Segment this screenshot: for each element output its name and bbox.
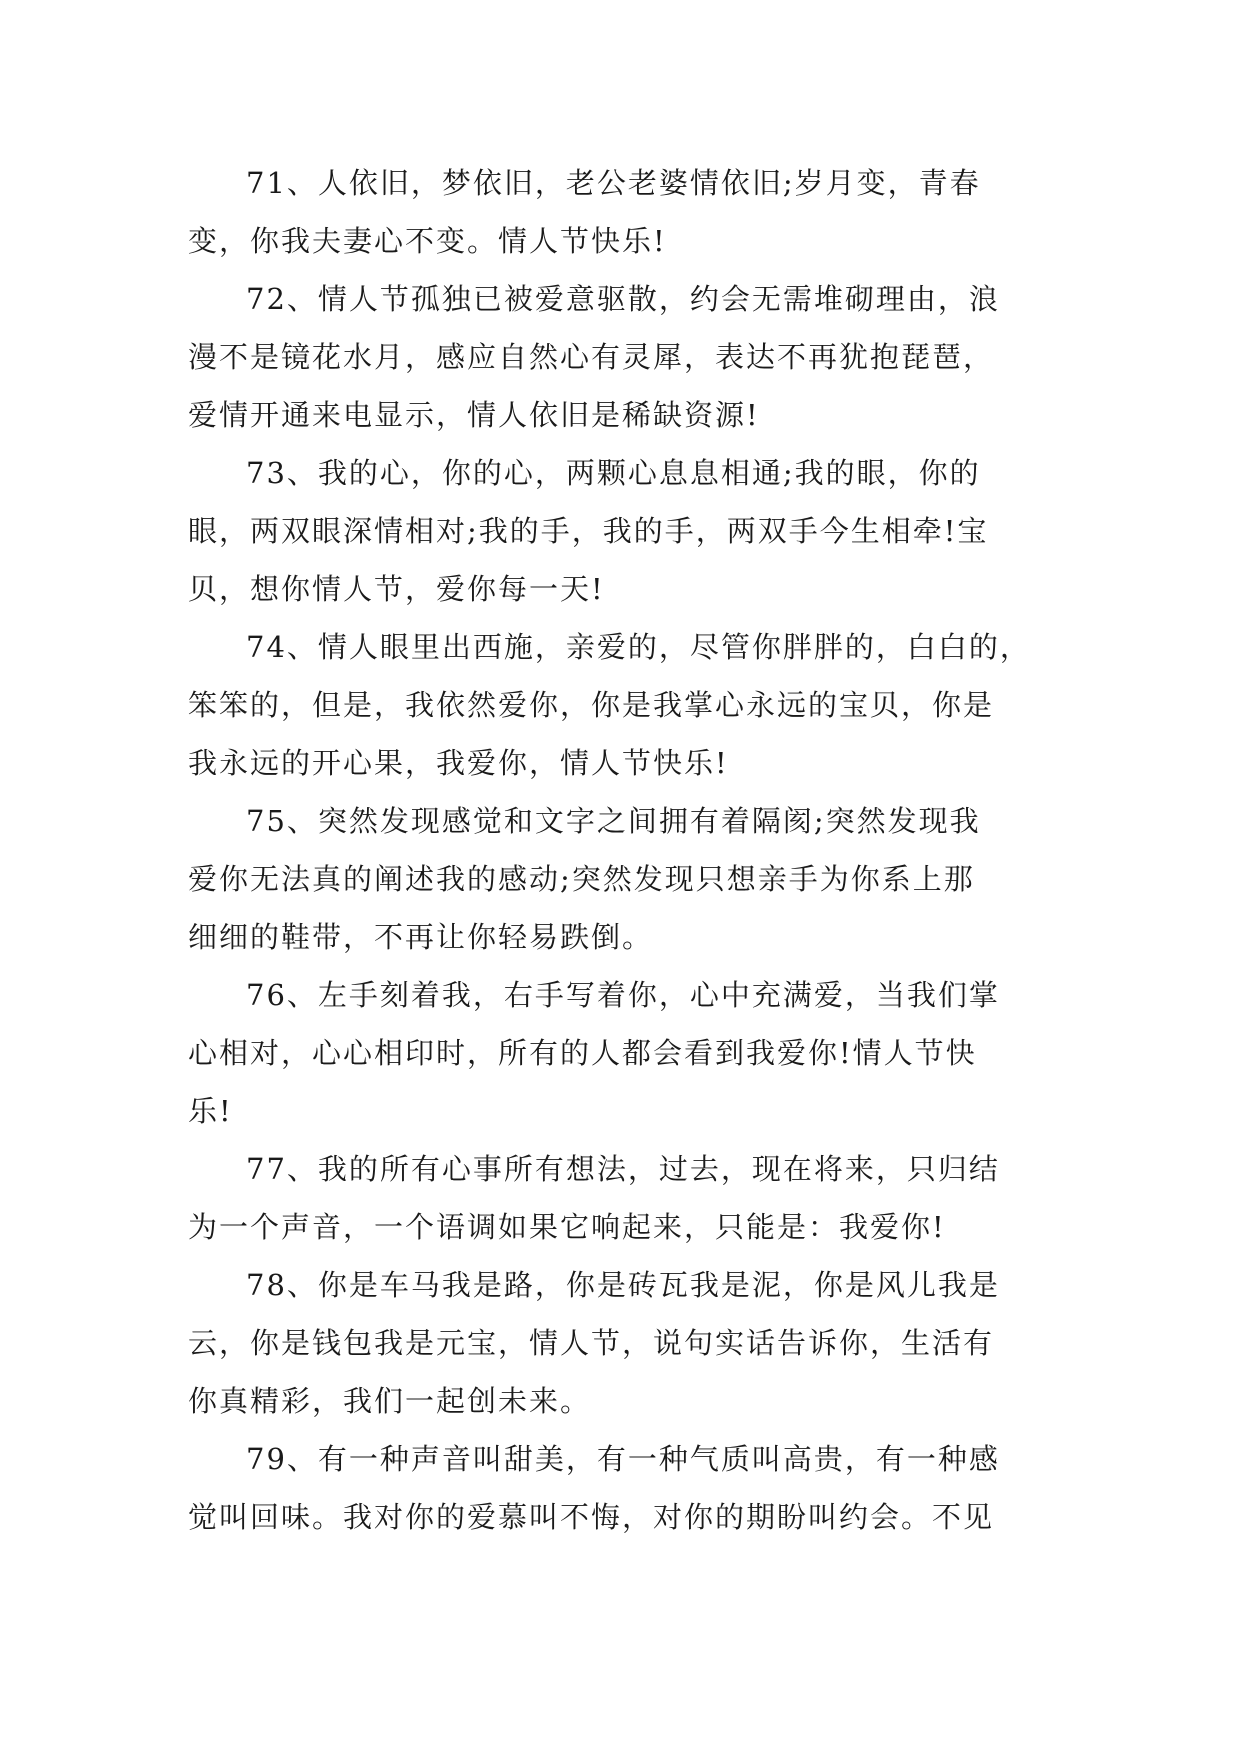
paragraph-line: 77、我的所有心事所有想法，过去，现在将来，只归结 — [246, 1152, 1000, 1186]
paragraph-78 — [188, 1256, 1054, 1430]
paragraph-line: 79、有一种声音叫甜美，有一种气质叫高贵，有一种感 — [246, 1442, 1000, 1476]
paragraph-72 — [188, 270, 1054, 444]
paragraph-79 — [188, 1430, 1054, 1546]
paragraph-line: 细细的鞋带，不再让你轻易跌倒。 — [188, 920, 654, 954]
paragraph-line: 笨笨的，但是，我依然爱你，你是我掌心永远的宝贝，你是 — [188, 688, 995, 722]
paragraph-line: 爱你无法真的阐述我的感动;突然发现只想亲手为你系上那 — [188, 862, 975, 896]
paragraph-line: 71、人依旧，梦依旧，老公老婆情依旧;岁月变，青春 — [246, 166, 981, 200]
paragraph-line: 觉叫回味。我对你的爱慕叫不悔，对你的期盼叫约会。不见 — [188, 1500, 995, 1534]
paragraph-line: 72、情人节孤独已被爱意驱散，约会无需堆砌理由，浪 — [246, 282, 1000, 316]
paragraph-75 — [188, 792, 1054, 966]
paragraph-line: 漫不是镜花水月，感应自然心有灵犀，表达不再犹抱琵琶， — [188, 340, 995, 374]
paragraph-line: 变，你我夫妻心不变。情人节快乐! — [188, 224, 667, 258]
paragraph-77 — [188, 1140, 1054, 1256]
paragraph-line: 74、情人眼里出西施，亲爱的，尽管你胖胖的，白白的， — [246, 630, 1031, 664]
paragraph-line: 爱情开通来电显示，情人依旧是稀缺资源! — [188, 398, 760, 432]
paragraph-line: 76、左手刻着我，右手写着你，心中充满爱，当我们掌 — [246, 978, 1000, 1012]
paragraph-line: 75、突然发现感觉和文字之间拥有着隔阂;突然发现我 — [246, 804, 981, 838]
paragraph-line: 眼，两双眼深情相对;我的手，我的手，两双手今生相牵!宝 — [188, 514, 989, 548]
document-body — [188, 154, 1054, 1546]
paragraph-76 — [188, 966, 1054, 1140]
paragraph-line: 我永远的开心果，我爱你，情人节快乐! — [188, 746, 729, 780]
paragraph-73 — [188, 444, 1054, 618]
paragraph-line: 为一个声音，一个语调如果它响起来，只能是：我爱你! — [188, 1210, 946, 1244]
paragraph-line: 78、你是车马我是路，你是砖瓦我是泥，你是风儿我是 — [246, 1268, 1000, 1302]
paragraph-line: 你真精彩，我们一起创未来。 — [188, 1384, 592, 1418]
paragraph-71 — [188, 154, 1054, 270]
paragraph-74 — [188, 618, 1054, 792]
paragraph-line: 贝，想你情人节，爱你每一天! — [188, 572, 605, 606]
paragraph-line: 云，你是钱包我是元宝，情人节，说句实话告诉你，生活有 — [188, 1326, 995, 1360]
paragraph-line: 乐! — [188, 1094, 233, 1128]
paragraph-line: 73、我的心，你的心，两颗心息息相通;我的眼，你的 — [246, 456, 981, 490]
paragraph-line: 心相对，心心相印时，所有的人都会看到我爱你!情人节快 — [188, 1036, 977, 1070]
